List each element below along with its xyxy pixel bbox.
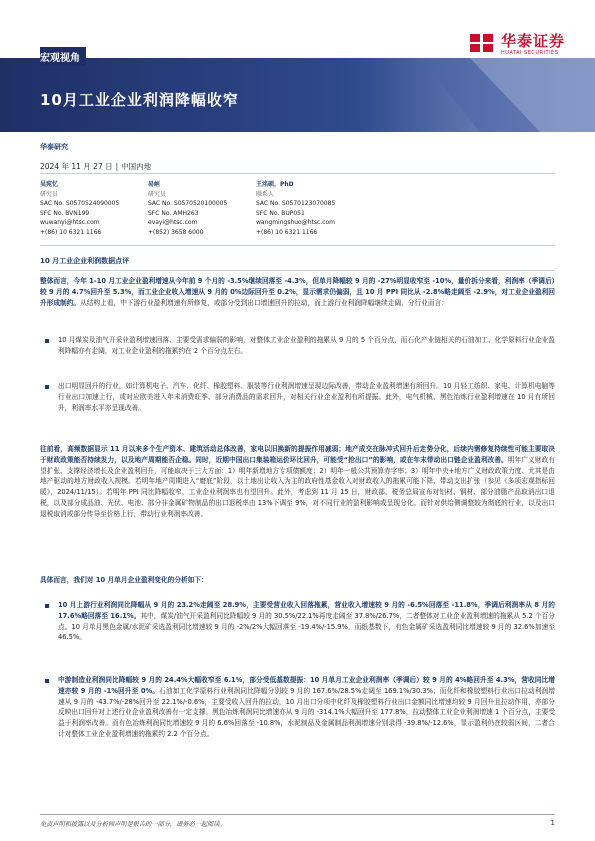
author-name: 易峘 [148, 181, 161, 188]
author-sfc: SFC No. BUP051 [256, 209, 305, 217]
bullet-midstream-body: 石油加工化学原料行业利润同比降幅分别较 9 月的 167.6%/28.5%走阔至 169.1%/30.3%；而化纤和橡胶塑料行业出口拉动利润增速从 9 月的 -43.7%/-28%回升至 22.1%/-0.6%，主要受收入回升的拉动，10 月出口分项中化纤及橡胶塑料行业出口金额同比增速均较 9 月回升且拉动作用，亦部分反映出口回升对上述行业企业盈利改善有一定支撑。黑色冶炼利润同比增速亦从 9 月的 -314.1%大幅回升至 177.8%，拉动整体工业企业利润增速 1 个百分点，主要受益于利润率改善。而有色冶炼利润同比增速较 9 月的 6.6%回落至 -10.8%，水泥制品及金属制品利润增速分别录得 -39.8%/-12.6%，显示盈利仍在较弱区间，二者合计对整体工业企业盈利增速的拖累约 2.2 个百分点。 [58, 686, 555, 738]
author-role: 研究员 [40, 190, 59, 198]
author-email[interactable]: evayi@htsc.com [148, 219, 198, 227]
authors-block [40, 180, 364, 238]
report-date: 2024 年 11 月 27 日 [40, 162, 113, 171]
report-title: 10月工业企业利润降幅收窄 [40, 91, 239, 109]
divider-section [40, 270, 555, 271]
bullet-marker [45, 385, 49, 389]
series-label: 宏观视角 [40, 47, 86, 66]
author-sac: SAC No. S0570123070085 [256, 200, 336, 208]
bullet-marker [45, 339, 49, 343]
author-phone: +(852) 3658 6000 [148, 228, 204, 236]
analysis-intro [40, 575, 555, 586]
bullet-upstream-lead: 10 月上游行业利润同比降幅从 9 月的 23.2%走阔至 28.9%，主要受营业收入回落拖累，营业收入增速较 9 月的 -6.5%回落至 -11.8%，季调后利润率从 8 月的 17.6%略回落至 16.1%。 [58, 601, 555, 620]
author-sfc: SFC No. AMH263 [148, 209, 199, 217]
bullet-midstream-lead: 中游制造业利润同比降幅较 9 月的 24.4%大幅收窄至 6.1%，部分受低基数提振：10 月单月工业企业利润率（季调后）较 9 月的 4%略回升至 4.3%，营收同比增速亦较 9 月的 -1%回升至 0%。 [58, 676, 555, 695]
author-email[interactable]: wuwanyi@htsc.com [40, 219, 100, 227]
outlook-body: 明年广义财政有望扩张、支撑经济增长及企业盈利回升，可能取决于三大方面：1）明年新增地方专项债额度；2）明年一般公共预算赤字率；3）明年中央+地方广义财政政策力度、尤其是由地产驱动的地方财政收入规模。若明年地产周期进入“磨底”阶段，以土地出让收入为主的政府性基金收入对财政收入的拖累可能下降、带动支出扩张（参见《多项宏观指标回暖》，2024/11/15）。若明年 PPI 同比降幅收窄，工业企业利润率也有望回升。此外，考虑到 11 月 15 日，财政部、税务总局宣布对铝材、铜材、部分油脂产品取消出口退税，以及部分成品油、光伏、电池、部分非金属矿物制品的出口退税率由 13%下调至 9%，对不同行业的盈利影响或呈现分化。而针对供给侧调整较为彻底的行业，以及出口退税取消或部分传导至价格上行，带动行业利润率改善。 [40, 455, 555, 518]
author-sac: SAC No. S0570524090005 [40, 200, 120, 208]
author-email[interactable]: wangmingshuo@htsc.com [256, 219, 336, 227]
divider-authors [40, 245, 555, 246]
footer-rule [40, 814, 555, 815]
bullet-midstream-profit [58, 675, 555, 740]
bullet-marker [45, 604, 49, 608]
author-phone: +(86) 10 6321 1166 [256, 228, 318, 236]
logo-english-name: HUATAI SECURITIES [500, 50, 559, 56]
author-role: 联系人 [256, 190, 275, 198]
author-name: 吴宛忆 [40, 181, 59, 188]
author-phone: +(86) 10 6321 1166 [40, 228, 102, 236]
author-card [40, 180, 148, 238]
bullet-marker [45, 679, 49, 683]
bullet-export-sectors: 出口明显回升的行业，如计算机电子、汽车、化纤、橡胶塑料、服装等行业利润增速呈现边际改善，带动企业盈利增速有所回升。10 月轻工纺织、家电、计算机电脑等行业出口加速上行，或对应欧美进入年末消费旺季、部分消费品的需求回升，对相关行业企业盈利有所提振。此外，电气机械、黑色冶炼行业盈利增速在 10 月有所回升，利润率水平亦呈现改善。 [58, 382, 555, 412]
bullet-upstream-drag: 10 月煤炭及油气开采业盈利增速回落、主要受需求偏弱的影响，对整体工业企业盈利的拖累从 9 月的 5 个百分点，而石化产业链相关的石油加工、化学原料行业企业盈利降幅亦有走阔，对工业企业盈利的拖累约在 2 个百分点左右。 [58, 336, 555, 355]
org-name: 华泰研究 [40, 143, 68, 151]
summary-lead: 整体而言，今年 1-10 月工业企业盈利增速从今年前 9 个月的 -3.5%继续回落至 -4.3%，但单月降幅较 9 月的 -27%明显收窄至 -10%，量价拆分来看，利润率（季调后）较 9 月的 4.7%回升至 5.3%，而工业企业收入增速从 9 月的 0%边际回升至 0.2%，显示需求仍偏弱，且 10 月 PPI 同比从 -2.8%略走阔至 -2.9%，对工业企业盈利回升形成制约。 [40, 277, 555, 307]
author-sfc: SFC No. BVN199 [40, 209, 90, 217]
brand-logo [469, 32, 565, 58]
outlook-paragraph [40, 444, 555, 520]
bullet-upstream-body: 其中，煤炭/油气开采盈利同比降幅较 9 月的 30.5%/22.1%再度走阔至 37.8%/26.7%，二者整体对工业企业盈利增速的拖累从 5.2 个百分点。10 月单月黑色金属/水泥矿采选盈利同比增速较 9 月的 -2%/2%大幅回落至 -19.4%/-15.9%，而纸基数下，有色金属矿采选盈利同比增速较 9 月的 32.6%加速至 46.5%。 [58, 611, 555, 642]
author-name: 王洺硕，PhD [256, 181, 294, 188]
section-title: 10 月工业企业利润数据点评 [40, 257, 130, 265]
footer-disclaimer: 免责声明和披露以及分析师声明是报告的一部分，请务必一起阅读。 [40, 821, 226, 828]
author-sac: SAC No. S0570520100005 [148, 200, 228, 208]
bullet-upstream-profit [58, 600, 555, 643]
logo-chinese-name: 华泰证券 [500, 32, 565, 50]
summary-paragraph [40, 276, 555, 308]
date-separator: | [115, 162, 119, 171]
date-line [40, 161, 151, 172]
page-number: 1 [550, 819, 555, 827]
analysis-intro-text: 具体而言，我们对 10 月单月企业盈利变化的分析如下： [40, 576, 208, 584]
author-role: 研究员 [148, 190, 167, 198]
author-card [256, 180, 364, 238]
report-region: 中国内地 [121, 162, 152, 171]
outlook-lead: 往前看，高频数据显示 11 月以来多个生产资本、建筑活动总体改善，家电以旧换新的提振作用减弱；地产成交在脉冲式回升后走势分化，后续内需修复持续性可能主要取决于财政政策能否持续发力，以及地产周期能否企稳。同时，近期中国出口集装箱运价环比回升，可能受“抢出口”的影响，或在年末带动出口链企业盈利改善。 [40, 445, 555, 464]
logo-mark-icon [469, 32, 495, 58]
author-card [148, 180, 256, 238]
summary-body: 从结构上看，中下游行业盈利增速有所修复，或部分受到出口增速回升的拉动，而上游行业利润降幅继续走阔，分行业而言： [80, 298, 448, 307]
divider-top [40, 173, 555, 174]
